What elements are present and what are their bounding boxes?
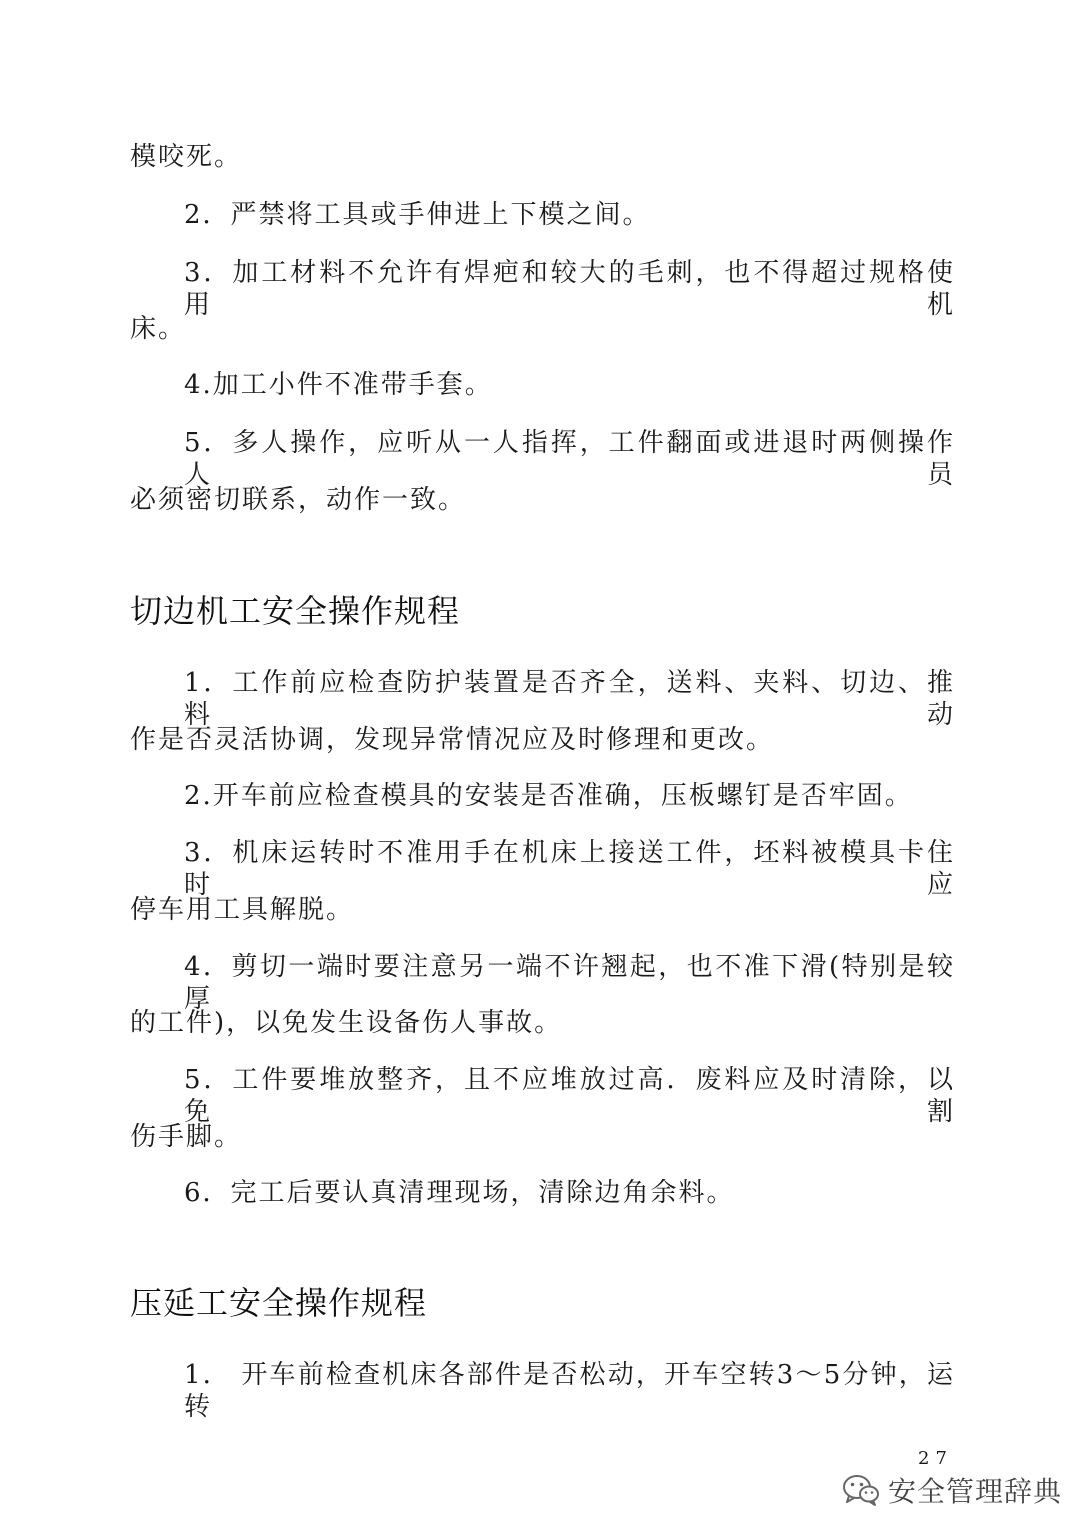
list-item: 4.加工小件不准带手套。 [184,370,493,400]
paragraph-line: 必须密切联系，动作一致。 [130,485,467,515]
list-item: 2．严禁将工具或手伸进上下模之间。 [184,200,651,230]
section-title: 切边机工安全操作规程 [130,592,461,630]
list-item: 1．工作前应检查防护装置是否齐全，送料、夹料、切边、推料动 [184,668,955,730]
wechat-icon [842,1473,880,1507]
page-number: 27 [918,1448,953,1469]
list-item: 6．完工后要认真清理现场，清除边角余料。 [184,1178,735,1208]
list-item: 3．加工材料不允许有焊疤和较大的毛刺，也不得超过规格使用机 [184,258,955,320]
paragraph-line: 停车用工具解脱。 [130,895,355,925]
list-item: 4．剪切一端时要注意另一端不许翘起，也不准下滑(特别是较厚 [184,952,955,1014]
list-item: 2.开车前应检查模具的安装是否准确，压板螺钉是否牢固。 [184,781,913,811]
watermark [842,1468,1062,1512]
paragraph-line: 伤手脚。 [130,1122,243,1152]
list-item: 5．工件要堆放整齐，且不应堆放过高．废料应及时清除，以免割 [184,1065,955,1127]
watermark-text: 安全管理辞典 [888,1475,1063,1508]
section-title: 压延工安全操作规程 [130,1284,428,1322]
paragraph-line: 作是否灵活协调，发现异常情况应及时修理和更改。 [130,725,775,755]
list-item: 1． 开车前检查机床各部件是否松动，开车空转3～5分钟，运转 [184,1360,955,1422]
paragraph-line: 的工件)，以免发生设备伤人事故。 [130,1008,563,1038]
list-item: 5．多人操作，应听从一人指挥，工件翻面或进退时两侧操作人员 [184,428,955,490]
paragraph-line: 床。 [130,314,187,344]
paragraph-line: 模咬死。 [130,142,243,172]
list-item: 3．机床运转时不准用手在机床上接送工件，坯料被模具卡住时应 [184,838,955,900]
